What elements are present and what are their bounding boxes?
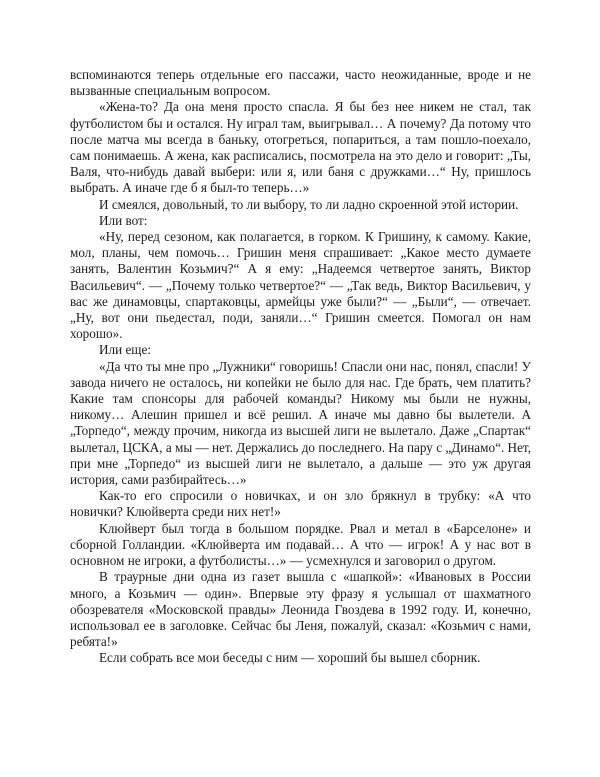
paragraph: вспоминаются теперь отдельные его пассажи, часто неожиданные, вроде и не вызванные специальным вопросом. xyxy=(70,67,531,99)
body-text xyxy=(70,67,531,667)
paragraph: Клюйверт был тогда в большом порядке. Рвал и метал в «Барселоне» и сборной Голландии. «Клюйверта им подавай… А что — игрок! А у нас вот в основном не игроки, а футболисты…» — усмехнулся и заговорил о другом. xyxy=(70,520,531,569)
paragraph: В траурные дни одна из газет вышла с «шапкой»: «Ивановых в России много, а Козьмич — один». Впервые эту фразу я услышал от шахматного обозревателя «Московской правды» Леонида Гвоздева в 1992 году. И, конечно, использовал ее в заголовке. Сейчас бы Леня, пожалуй, сказал: «Козьмич с нами, ребята!» xyxy=(70,569,531,650)
paragraph: Если собрать все мои беседы с ним — хороший бы вышел сборник. xyxy=(99,650,481,666)
paragraph: Или вот: xyxy=(99,212,148,228)
paragraph: «Ну, перед сезоном, как полагается, в горком. К Гришину, к самому. Какие, мол, планы, чем помочь… Гришин меня спрашивает: „Какое место думаете занять, Валентин Козьмич?“ А я ему: „Надеемся четвертое занять, Виктор Васильевич“. — „Почему только четвертое?“ — „Так ведь, Виктор Васильевич, у вас же динамовцы, спартаковцы, армейцы уже были?“ — „Были“, — отвечает. „Ну, вот они пьедестал, поди, заняли…“ Гришин смеется. Помогал он нам хорошо». xyxy=(70,229,531,342)
paragraph: И смеялся, довольный, то ли выбору, то ли ладно скроенной этой истории. xyxy=(99,196,519,212)
paragraph: Или еще: xyxy=(99,342,151,358)
paragraph: «Да что ты мне про „Лужники“ говоришь! Спасли они нас, понял, спасли! У завода ничего не осталось, ни копейки не было для нас. Где брать, чем платить? Какие там спонсоры для рабочей команды? Никому мы были не нужны, никому… Алешин пришел и всё решил. А иначе мы давно бы вылетели. А „Торпедо“, между прочим, никогда из высшей лиги не вылетало. Даже „Спартак“ вылетал, ЦСКА, а мы — нет. Держались до последнего. На пару с „Динамо“. Нет, при мне „Торпедо“ из высшей лиги не вылетало, а дальше — это уж другая история, сами разбирайтесь…» xyxy=(70,358,531,488)
paragraph: Как-то его спросили о новичках, и он зло брякнул в трубку: «А что новички? Клюйверта среди них нет!» xyxy=(70,488,531,520)
paragraph: «Жена-то? Да она меня просто спасла. Я бы без нее никем не стал, так футболистом бы и остался. Ну играл там, выигрывал… А почему? Да потому что после матча мы всегда в баньку, отогреться, попариться, а там пошло-поехало, сам понимаешь. А жена, как расписались, посмотрела на это дело и говорит: „Ты, Валя, что-нибудь давай выбери: или я, или баня с дружками…“ Ну, пришлось выбрать. А иначе где б я был-то теперь…» xyxy=(70,99,531,196)
